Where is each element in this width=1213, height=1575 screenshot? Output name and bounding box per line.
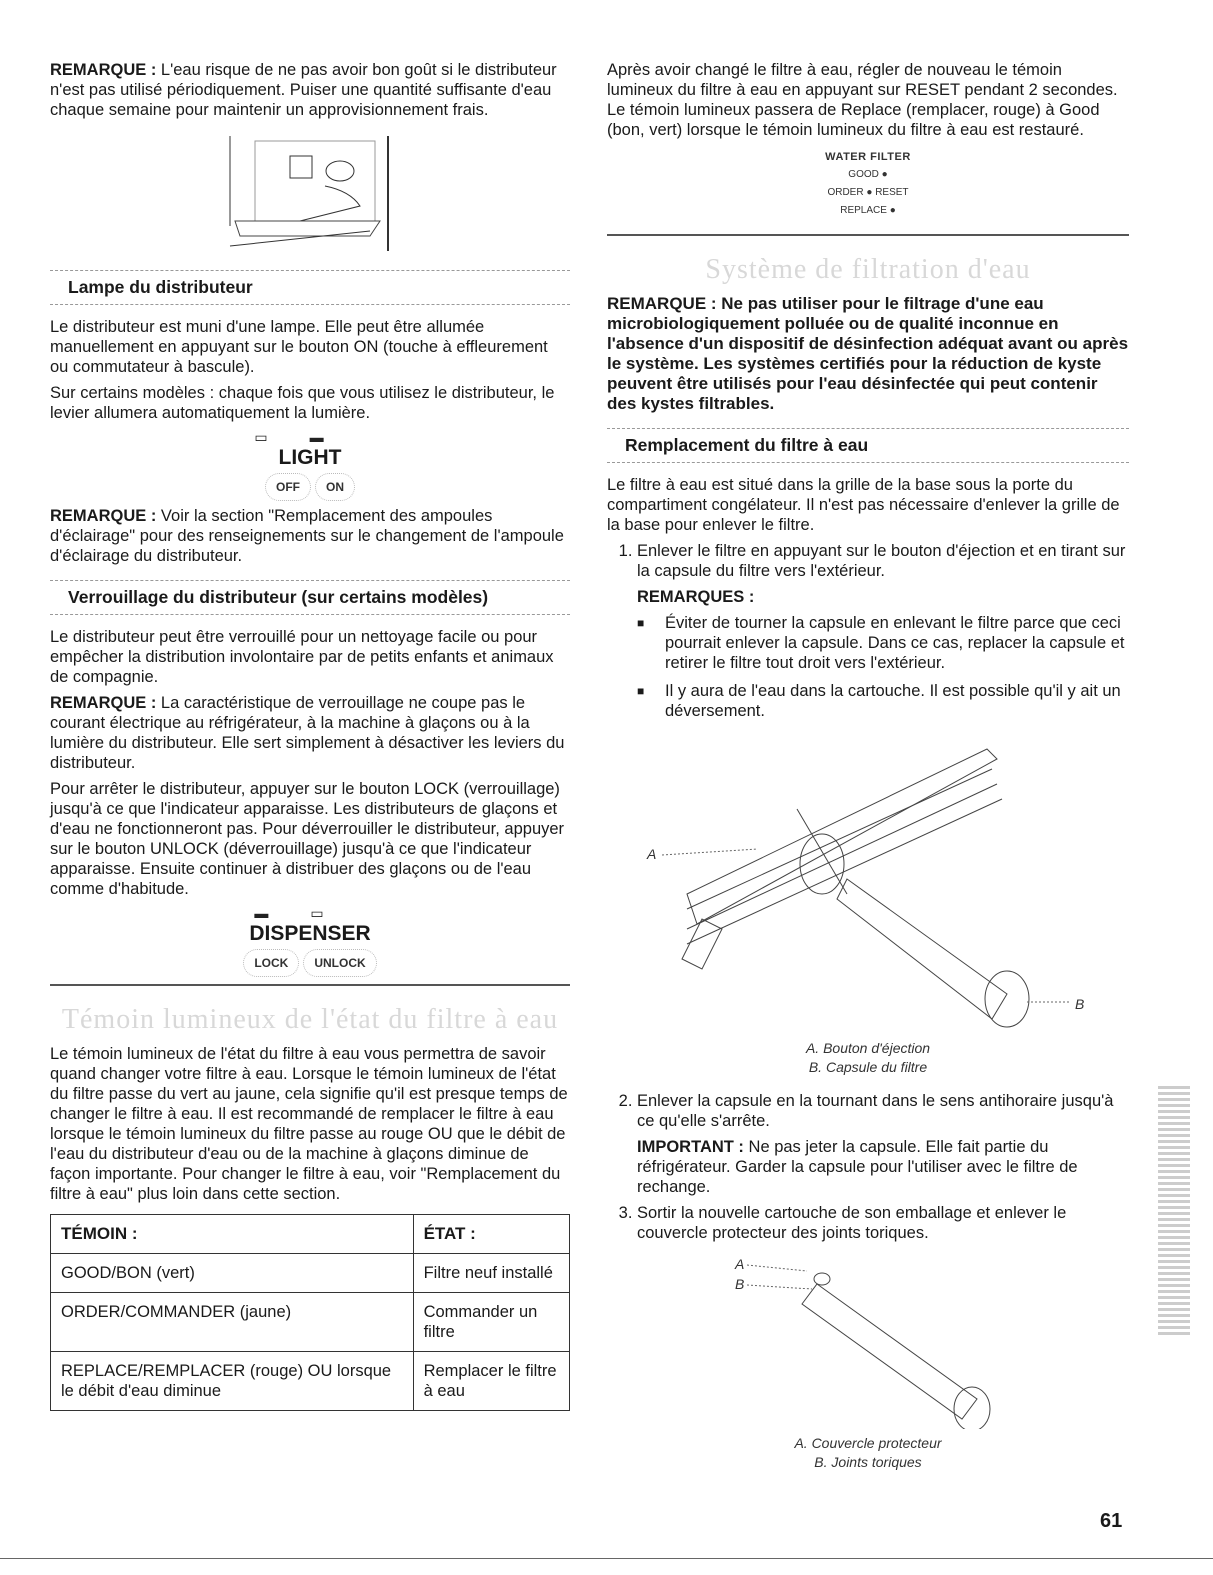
- system-title: Système de filtration d'eau: [705, 254, 1031, 285]
- note-lock: REMARQUE : La caractéristique de verrouillage ne coupe pas le courant électrique au réfrigérateur, à la machine à glaçons ou à la lumière du distributeur. Elle sert simplement à désactiver les leviers du distributeur.: [50, 694, 565, 772]
- replace-heading: Remplacement du filtre à eau: [607, 428, 1129, 463]
- figure-callout-a: [646, 846, 757, 862]
- svg-text:B: B: [735, 1276, 745, 1292]
- replace-paragraph: Le filtre à eau est situé dans la grille de la base sous la porte du compartiment congélateur. Il n'est pas nécessaire d'enlever la grille de la base pour enlever le filtre.: [607, 476, 1120, 534]
- order-led-icon: ●: [866, 187, 873, 198]
- list-item: ■ Il y aura de l'eau dans la cartouche. Il est possible qu'il y ait un déversement.: [637, 681, 1129, 721]
- off-indicator-icon: ▭: [254, 429, 310, 445]
- dispenser-label: DISPENSER: [249, 922, 371, 945]
- reset-paragraph: Après avoir changé le filtre à eau, régler de nouveau le témoin lumineux du filtre à eau en appuyant sur RESET pendant 2 secondes. Le témoin lumineux passera de Replace (remplacer, rouge) à Good (bon, vert) lorsque le témoin lumineux du filtre à eau est restauré.: [607, 61, 1118, 139]
- table-row: GOOD/BON (vert) Filtre neuf installé: [51, 1254, 570, 1293]
- filter-cartridge-illustration: [607, 1249, 1129, 1429]
- figure-callout-a: [734, 1256, 807, 1272]
- svg-text:A: A: [647, 846, 657, 862]
- step-3: 3. Sortir la nouvelle cartouche de son emballage et enlever le couvercle protecteur des joints toriques.: [637, 1203, 1129, 1243]
- water-filter-title: WATER FILTER: [825, 151, 911, 163]
- light-label: LIGHT: [278, 446, 342, 469]
- lock-indicator-icon: ▬: [254, 905, 311, 921]
- lamp-paragraph-2: Sur certains modèles : chaque fois que vous utilisez le distributeur, le levier allumera automatiquement la lumière.: [50, 384, 555, 422]
- figure-callout-b: [1027, 996, 1084, 1012]
- light-on-button[interactable]: ON: [315, 473, 355, 501]
- good-led-icon: ●: [881, 169, 888, 180]
- language-side-tab: [1158, 1085, 1190, 1335]
- steps-list-1: [607, 541, 1129, 607]
- note-light-bulb: REMARQUE : Voir la section "Remplacement des ampoules d'éclairage" pour des renseignements sur le changement de l'ampoule d'éclairage du distributeur.: [50, 507, 564, 565]
- lock-paragraph-1: Le distributeur peut être verrouillé pour un nettoyage facile ou pour empêcher la distribution involontaire par de petits enfants et animaux de compagnie.: [50, 628, 554, 686]
- table-row: REPLACE/REMPLACER (rouge) OU lorsque le débit d'eau diminue Remplacer le filtre à eau: [51, 1352, 570, 1411]
- lock-paragraph-2: Pour arrêter le distributeur, appuyer sur le bouton LOCK (verrouillage) jusqu'à ce que l'indicateur apparaisse. Les distributeurs de glaçons et d'eau ne fonctionneront pas. Pour déverrouiller le distributeur, appuyer sur le bouton UNLOCK (déverrouillage) jusqu'à ce que l'indicateur apparaisse. Ensuite continuer à distribuer des glaçons ou de l'eau comme d'habitude.: [50, 780, 565, 898]
- light-off-button[interactable]: OFF: [265, 473, 311, 501]
- list-item: ■ Éviter de tourner la capsule en enlevant le filtre parce que ceci pourrait enlever la capsule. Dans ce cas, replacer la capsule et retirer le filtre tout droit vers l'extérieur.: [637, 613, 1129, 673]
- table-row: ORDER/COMMANDER (jaune) Commander un filtre: [51, 1293, 570, 1352]
- dispenser-illustration: [50, 126, 570, 251]
- divider: [50, 984, 570, 986]
- steps-list-2: [607, 1091, 1129, 1243]
- dispenser-control: [50, 905, 570, 970]
- system-note: REMARQUE : Ne pas utiliser pour le filtrage d'une eau microbiologiquement polluée ou de qualité inconnue en l'absence d'un dispositif de désinfection adéquat avant ou après le système. Les systèmes certifiés pour la réduction de kyste peuvent être utilisés pour l'eau désinfectée qui peut contenir des kystes filtrables.: [607, 294, 1129, 413]
- unlock-indicator-icon: ▭: [310, 905, 366, 921]
- lamp-heading: Lampe du distributeur: [50, 270, 570, 305]
- note-water-taste: REMARQUE : L'eau risque de ne pas avoir bon goût si le distributeur n'est pas utilisé périodiquement. Puiser une quantité suffisante d'eau chaque semaine pour maintenir un approvisionnement frais.: [50, 61, 557, 119]
- right-column: [607, 60, 1129, 1472]
- step-1: 1. Enlever le filtre en appuyant sur le bouton d'éjection et en tirant sur la capsule du filtre vers l'extérieur. REMARQUES :: [637, 541, 1129, 607]
- svg-text:B: B: [1075, 996, 1085, 1012]
- figure-1-caption: A. Bouton d'éjection B. Capsule du filtre: [805, 1040, 931, 1075]
- unlock-button[interactable]: UNLOCK: [303, 949, 376, 977]
- lock-heading: Verrouillage du distributeur (sur certains modèles): [50, 580, 570, 615]
- light-control: [50, 429, 570, 494]
- indicator-paragraph: Le témoin lumineux de l'état du filtre à eau vous permettra de savoir quand changer votre filtre à eau. Lorsque le témoin lumineux de l'état du filtre passe du vert au jaune, cela signifie qu'il est presque temps de changer le filtre à eau. Il est recommandé de remplacer le filtre à eau lorsque le témoin lumineux du filtre passe au rouge OU que le débit de l'eau du distributeur d'eau ou de la machine à glaçons diminue de façon importante. Pour changer le filtre à eau, voir "Remplacement du filtre à eau" plus loin dans cette section.: [50, 1045, 568, 1203]
- lamp-paragraph-1: Le distributeur est muni d'une lampe. Elle peut être allumée manuellement en appuyant sur le bouton ON (touche à effleurement ou commutateur à bascule).: [50, 318, 548, 376]
- remarques-label: REMARQUES :: [637, 588, 755, 606]
- bottom-rule: [0, 1558, 1213, 1559]
- indicator-title: Témoin lumineux de l'état du filtre à eau: [61, 1004, 559, 1035]
- filter-removal-illustration: [607, 729, 1129, 1034]
- left-column: [50, 60, 570, 1411]
- page-number: 61: [1100, 1510, 1123, 1532]
- reset-button[interactable]: RESET: [875, 187, 909, 198]
- svg-text:A: A: [735, 1256, 745, 1272]
- lock-button[interactable]: LOCK: [243, 949, 299, 977]
- on-indicator-icon: ▬: [309, 429, 366, 445]
- replace-led-icon: ●: [889, 205, 896, 216]
- table-header: ÉTAT :: [413, 1215, 569, 1254]
- remarques-list: [607, 613, 1129, 721]
- table-header: TÉMOIN :: [51, 1215, 414, 1254]
- divider: [607, 234, 1129, 236]
- step-2: 2. Enlever la capsule en la tournant dans le sens antihoraire jusqu'à ce qu'elle s'arrête. IMPORTANT : Ne pas jeter la capsule. Elle fait partie du réfrigérateur. Garder la capsule pour l'utiliser avec le filtre de rechange.: [637, 1091, 1129, 1197]
- important-label: IMPORTANT :: [637, 1138, 744, 1156]
- figure-callout-b: [735, 1276, 812, 1292]
- water-filter-panel: WATER FILTER GOOD ● ORDER ● RESET REPLACE ●: [607, 148, 1129, 220]
- figure-2-caption: A. Couvercle protecteur B. Joints toriques: [794, 1435, 942, 1470]
- status-table: [50, 1214, 570, 1411]
